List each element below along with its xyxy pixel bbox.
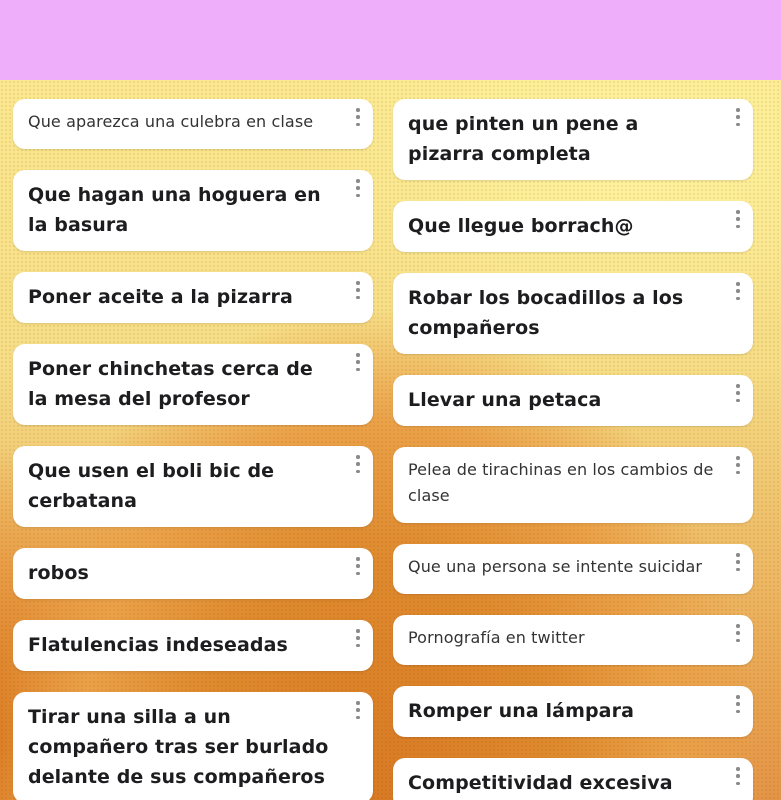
post-card[interactable] [13,548,373,599]
post-card[interactable] [393,544,753,594]
more-vertical-icon[interactable] [735,695,741,713]
post-text: Poner aceite a la pizarra [28,286,293,308]
post-card[interactable] [393,201,753,252]
post-text: Llevar una petaca [408,389,602,411]
post-text: Flatulencias indeseadas [28,634,288,656]
post-card[interactable] [13,99,373,149]
post-text: Que hagan una hoguera en la basura [28,184,321,236]
post-card[interactable] [393,758,753,800]
post-card[interactable] [13,620,373,671]
more-vertical-icon[interactable] [355,179,361,197]
post-text: robos [28,562,89,584]
post-card[interactable] [393,375,753,426]
post-text: Competitividad excesiva [408,772,673,794]
more-vertical-icon[interactable] [735,108,741,126]
more-vertical-icon[interactable] [355,629,361,647]
top-banner [0,0,781,80]
post-card[interactable] [13,446,373,527]
more-vertical-icon[interactable] [735,282,741,300]
post-text: Que usen el boli bic de cerbatana [28,460,275,512]
more-vertical-icon[interactable] [355,455,361,473]
post-card[interactable] [13,344,373,425]
post-text: Que llegue borrach@ [408,215,634,237]
more-vertical-icon[interactable] [735,624,741,642]
right-column [393,99,753,800]
more-vertical-icon[interactable] [735,767,741,785]
post-text: Tirar una silla a un compañero tras ser burlado delante de sus compañeros [28,706,329,788]
post-text: Que aparezca una culebra en clase [28,112,314,131]
more-vertical-icon[interactable] [355,108,361,126]
more-vertical-icon[interactable] [355,701,361,719]
more-vertical-icon[interactable] [355,353,361,371]
post-card[interactable] [393,99,753,180]
more-vertical-icon[interactable] [355,281,361,299]
more-vertical-icon[interactable] [355,557,361,575]
post-text: Romper una lámpara [408,700,634,722]
more-vertical-icon[interactable] [735,553,741,571]
more-vertical-icon[interactable] [735,210,741,228]
post-card[interactable] [393,686,753,737]
post-card[interactable] [393,273,753,354]
left-column [13,99,373,800]
post-text: Robar los bocadillos a los compañeros [408,287,684,339]
post-text: Pornografía en twitter [408,628,585,647]
post-card[interactable] [393,447,753,523]
board-canvas [0,80,781,800]
post-card[interactable] [13,272,373,323]
post-text: que pinten un pene a pizarra completa [408,113,639,165]
post-card[interactable] [393,615,753,665]
more-vertical-icon[interactable] [735,456,741,474]
post-text: Que una persona se intente suicidar [408,557,703,576]
more-vertical-icon[interactable] [735,384,741,402]
post-text: Poner chinchetas cerca de la mesa del profesor [28,358,313,410]
post-text: Pelea de tirachinas en los cambios de clase [408,460,714,505]
post-card[interactable] [13,170,373,251]
post-card[interactable] [13,692,373,800]
